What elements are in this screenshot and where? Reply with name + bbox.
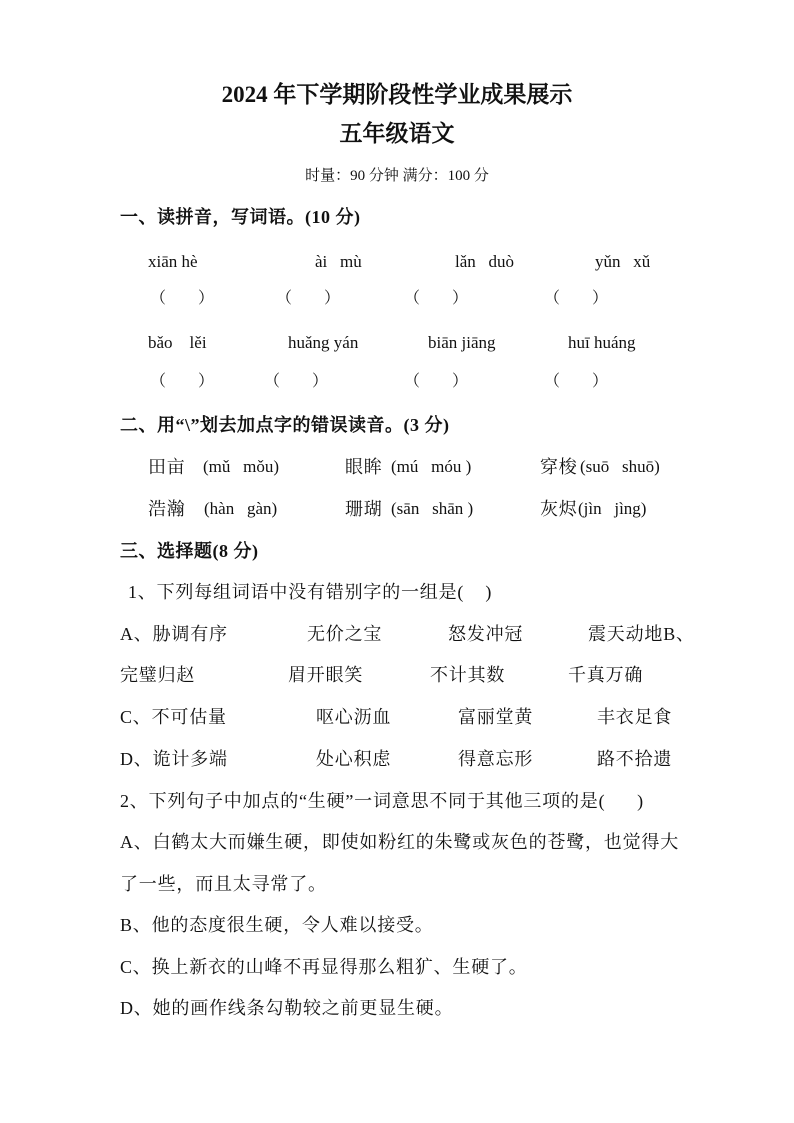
pronunciation-options[interactable]: (mú móu )	[391, 457, 472, 476]
option-word[interactable]: 完璧归赵	[120, 665, 196, 685]
pronunciation-word: 珊瑚	[345, 499, 383, 519]
question-2-option-a-cont: 了一些，而且太寻常了。	[120, 874, 327, 894]
option-word: 千真万确	[568, 665, 644, 685]
part1-heading: 一、读拼音，写词语。(10 分)	[120, 207, 361, 227]
exam-title: 2024 年下学期阶段性学业成果展示	[221, 82, 573, 107]
question-1-stem: 1、下列每组词语中没有错别字的一组是( )	[128, 582, 493, 602]
exam-meta: 时量：90 分钟 满分：100 分	[305, 168, 489, 184]
pronunciation-word: 眼眸	[345, 457, 383, 477]
pinyin-item: huǎng yán	[288, 333, 359, 352]
option-word: 眉开眼笑	[288, 665, 364, 685]
question-2-option-a[interactable]: A、白鹤太大而嫌生硬，即使如粉红的朱鹭或灰色的苍鹭，也觉得大	[120, 832, 679, 852]
option-word: 震天动地B、	[588, 624, 695, 644]
answer-blank[interactable]: （ ）	[264, 373, 329, 390]
pinyin-item: huī huáng	[568, 333, 636, 352]
option-word: 丰衣足食	[597, 707, 673, 727]
pronunciation-word: 田亩	[148, 457, 186, 477]
part3-heading: 三、选择题(8 分)	[120, 541, 259, 561]
pronunciation-word: 穿梭	[540, 457, 578, 477]
exam-subtitle: 五年级语文	[339, 121, 455, 146]
answer-blank[interactable]: （ ）	[544, 290, 609, 307]
pinyin-item: xiān hè	[148, 252, 198, 271]
option-word: 处心积虑	[316, 749, 392, 769]
pronunciation-options[interactable]: (hàn gàn)	[204, 499, 278, 518]
question-2-option-c[interactable]: C、换上新衣的山峰不再显得那么粗犷、生硬了。	[120, 957, 528, 977]
pinyin-item: lǎn duò	[455, 252, 515, 271]
option-word: 不计其数	[430, 665, 506, 685]
pronunciation-word: 灰烬	[540, 499, 578, 519]
pinyin-item: bǎo lěi	[148, 333, 207, 352]
question-2-option-d[interactable]: D、她的画作线条勾勒较之前更显生硬。	[120, 998, 454, 1018]
pronunciation-options[interactable]: (suō shuō)	[580, 457, 660, 476]
option-word[interactable]: C、不可估量	[120, 707, 227, 727]
answer-blank[interactable]: （ ）	[544, 373, 609, 390]
question-2-stem: 2、下列句子中加点的“生硬”一词意思不同于其他三项的是( )	[120, 791, 644, 811]
pinyin-item: yǔn xǔ	[595, 252, 651, 271]
option-word: 富丽堂黄	[458, 707, 534, 727]
option-word: 路不拾遗	[597, 749, 673, 769]
option-word[interactable]: D、诡计多端	[120, 749, 228, 769]
pronunciation-options[interactable]: (sān shān )	[391, 499, 474, 518]
option-word: 呕心沥血	[316, 707, 392, 727]
question-2-option-b[interactable]: B、他的态度很生硬，令人难以接受。	[120, 915, 434, 935]
option-word: 怒发冲冠	[448, 624, 524, 644]
pronunciation-word: 浩瀚	[148, 499, 186, 519]
option-word: 得意忘形	[458, 749, 534, 769]
pronunciation-options[interactable]: (jìn jìng)	[578, 499, 647, 518]
part2-heading: 二、用“\”划去加点字的错误读音。(3 分)	[120, 415, 450, 435]
pinyin-item: biān jiāng	[428, 333, 496, 352]
answer-blank[interactable]: （ ）	[276, 290, 341, 307]
pinyin-item: ài mù	[315, 252, 362, 271]
answer-blank[interactable]: （ ）	[150, 373, 215, 390]
answer-blank[interactable]: （ ）	[404, 373, 469, 390]
answer-blank[interactable]: （ ）	[150, 290, 215, 307]
pronunciation-options[interactable]: (mǔ mǒu)	[203, 457, 280, 476]
option-word: 无价之宝	[307, 624, 383, 644]
option-word[interactable]: A、胁调有序	[120, 624, 228, 644]
answer-blank[interactable]: （ ）	[404, 290, 469, 307]
